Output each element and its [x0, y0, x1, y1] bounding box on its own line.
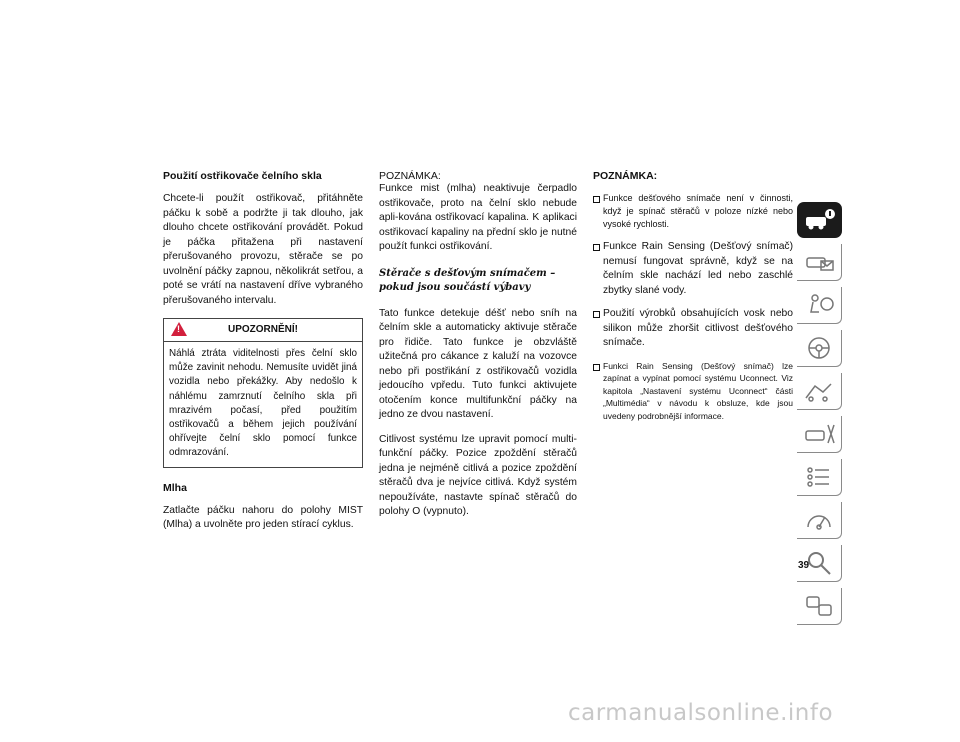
tab-car-info[interactable]: [797, 202, 842, 238]
language-icon: [803, 593, 837, 619]
tab-mail[interactable]: [797, 244, 842, 281]
tab-gauge[interactable]: [797, 502, 842, 539]
gauge-icon: [803, 507, 837, 533]
tab-airbag[interactable]: [797, 287, 842, 324]
tab-steering[interactable]: [797, 330, 842, 367]
airbag-icon: [803, 292, 837, 318]
paragraph: Chcete-li použít ostřikovač, přitáhněte páčku k sobě a podržte ji tak dlouho, jak dlouho chcete ostřikování provádět. Pokud je páčka přitažena při nastavení přerušovaného provozu, stěrače se po uvolnění páčky zapnou, několikrát setřou, a poté se vrátí na nastavení dříve vybraného přerušovaného intervalu.: [163, 193, 363, 306]
column-middle: [379, 168, 577, 520]
section-heading: Mlha: [163, 481, 187, 494]
steering-wheel-icon: [803, 335, 837, 361]
list-item: Funkce Rain Sensing (Dešťový snímač) nemusí fungovat správně, když se na čelním skle nachází led nebo zaschlé zbytky slané vody.: [593, 240, 793, 298]
mail-icon: [803, 249, 837, 275]
tab-crash[interactable]: [797, 373, 842, 410]
note-text: Funkce mist (mlha) neaktivuje čerpadlo ostřikovače, proto na čelní sklo nebude apli-kována ostřikovací kapalina. K aplikaci ostřikovací kapaliny na přední sklo je nutné použít funkci ostřikování.: [379, 183, 577, 252]
section-heading: Použití ostřikovače čelního skla: [163, 170, 322, 182]
paragraph: Zatlačte páčku nahoru do polohy MIST (Mlha) a uvolněte pro jeden stírací cyklus.: [163, 504, 363, 531]
note-label: POZNÁMKA:: [593, 170, 658, 182]
car-info-icon: [803, 207, 837, 233]
tab-language[interactable]: [797, 588, 842, 625]
section-heading: Stěrače s dešťovým snímačem – pokud jsou součástí výbavy: [379, 267, 556, 293]
tab-checklist[interactable]: [797, 459, 842, 496]
list-item: Funkce dešťového snímače není v činnosti, když je spínač stěračů v poloze nízké nebo vysoké rychlosti.: [593, 192, 793, 231]
watermark: carmanualsonline.info: [568, 700, 834, 726]
warning-header: [164, 319, 362, 342]
warning-title: UPOZORNĚNÍ!: [228, 324, 298, 335]
list-item: Funkci Rain Sensing (Dešťový snímač) lze zapínat a vypínat pomocí systému Uconnect. Viz kapitola „Nastavení systému Uconnect“ části „Multimédia“ v návodu k obsluze, kde jsou uvedeny podrobnější informace.: [593, 360, 793, 423]
page-number: 39: [798, 560, 810, 571]
note-label: POZNÁMKA:: [379, 170, 441, 182]
warning-box: [163, 318, 363, 468]
paragraph: Tato funkce detekuje déšť nebo sníh na čelním skle a automaticky aktivuje stěrače pro řidiče. Tato funkce je obzvláště užitečná pro cákance z kaluží na vozovce nebo při postřikání z ostřikovačů vozidla jedoucího vpředu. Tuto funkci aktivujete otočením konce multifunkční páčky na jedno ze dvou nastavení.: [379, 307, 577, 420]
checklist-icon: [803, 464, 837, 490]
column-right: [593, 168, 793, 431]
tab-car-tools[interactable]: [797, 416, 842, 453]
paragraph: Citlivost systému lze upravit pomocí multi-funkční páčky. Pozice zpoždění stěračů jedna je nejméně citlivá a pozice zpoždění stěračů dva je nejvíce citlivá. Když systém nepoužíváte, nastavte spínač stěračů do polohy O (vypnuto).: [379, 433, 577, 517]
note-list: [593, 192, 793, 422]
car-tools-icon: [803, 421, 837, 447]
column-left: [163, 168, 363, 533]
list-item: Použití výrobků obsahujících vosk nebo silikon může zhoršit citlivost dešťového snímače.: [593, 307, 793, 351]
warning-text: Náhlá ztráta viditelnosti přes čelní sklo může zavinit nehodu. Nemusíte uvidět jiná vozidla nebo překážky. Aby nedošlo k náhlému zamrznutí čelního skla při mrazivém počasí, před použitím ostřikovačů a během jejich používání ohřívejte čelní sklo pomocí funkce odmrazování.: [169, 348, 357, 459]
crash-icon: [803, 378, 837, 404]
